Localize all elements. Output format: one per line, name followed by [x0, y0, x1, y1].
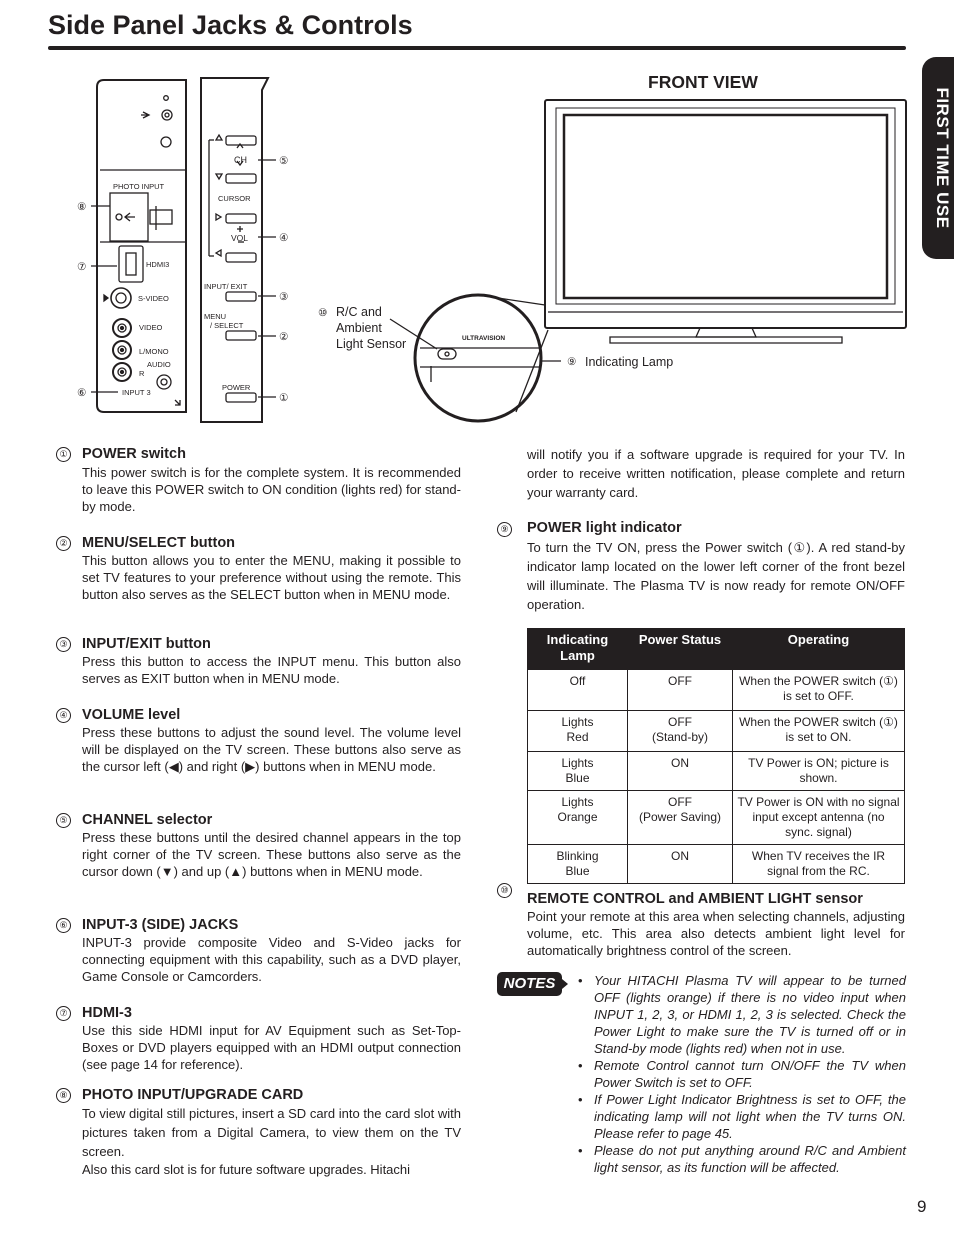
section-body-hdmi3: Use this side HDMI input for AV Equipment such as Set-Top-Boxes or DVD players equipped with an HDMI output connection (see page 14 for reference).: [82, 1023, 461, 1072]
table-cell: Lights Red: [528, 711, 628, 752]
table-cell: OFF (Stand-by): [628, 711, 733, 752]
label-s-video: S-VIDEO: [138, 294, 169, 303]
label-photo-input: PHOTO INPUT: [113, 182, 165, 191]
label-video: VIDEO: [139, 323, 163, 332]
section-number: ④: [56, 708, 71, 723]
continued-text: will notify you if a software upgrade is required for your TV. In order to receive written notification, please complete and return your warranty card.: [527, 447, 905, 500]
label-hdmi3: HDMI3: [146, 260, 170, 269]
section-body-menu-select: This button allows you to enter the MENU, making it possible to set TV features to your preference without using the remote. This button also serves as the SELECT button when in MENU mode.: [82, 553, 461, 602]
page-number: 9: [917, 1197, 927, 1216]
section-number: ⑦: [56, 1006, 71, 1021]
table-cell: Lights Blue: [528, 752, 628, 791]
label-cursor: CURSOR: [218, 194, 251, 203]
section-number: ⑤: [56, 813, 71, 828]
section-body-input-exit: Press this button to access the INPUT menu. This button also serves as EXIT button when in MENU mode.: [82, 654, 461, 686]
section-body-input3: INPUT-3 provide composite Video and S-Video jacks for connecting equipment with this capability, such as a DVD player, Game Console or Camcorders.: [82, 935, 461, 984]
table-cell: TV Power is ON with no signal input except antenna (no sync. signal): [733, 791, 905, 845]
table-cell: When the POWER switch (①) is set to OFF.: [733, 670, 905, 711]
label-ch: CH: [234, 155, 247, 165]
section-number: ⑩: [497, 883, 512, 898]
callout-8: ⑧: [77, 201, 87, 213]
list-item: • Remote Control cannot turn ON/OFF the TV when Power Switch is set to OFF.: [578, 1057, 906, 1091]
section-body-remote-sensor: Point your remote at this area when selecting channels, adjusting volume, etc. This area also detects ambient light level for automatically brightness control of the screen.: [527, 909, 905, 958]
table-cell: OFF: [628, 670, 733, 711]
callout-7: ⑦: [77, 261, 87, 273]
label-input-exit: INPUT/ EXIT: [204, 282, 248, 291]
notes-badge: NOTES: [497, 972, 562, 996]
callout-3: ③: [279, 291, 289, 303]
table-cell: TV Power is ON; picture is shown.: [733, 752, 905, 791]
table-row: [528, 791, 905, 845]
table-header-row: [528, 629, 905, 670]
table-row: [528, 711, 905, 752]
section-title-power-light: POWER light indicator: [527, 520, 682, 536]
callout-5: ⑤: [279, 155, 289, 167]
section-title-input-exit: INPUT/EXIT button: [82, 636, 211, 652]
section-number: ①: [56, 447, 71, 462]
section-number: ③: [56, 637, 71, 652]
callout-1: ①: [279, 392, 289, 404]
callout-9: ⑨: [567, 356, 577, 368]
section-title-photo-input: PHOTO INPUT/UPGRADE CARD: [82, 1087, 304, 1103]
table-row: [528, 845, 905, 884]
indicating-lamp-label: Indicating Lamp: [585, 355, 674, 369]
section-title-power: POWER switch: [82, 446, 186, 462]
front-view-label: FRONT VIEW: [648, 72, 758, 92]
label-power: POWER: [222, 383, 251, 392]
section-title-channel: CHANNEL selector: [82, 812, 213, 828]
list-item: • If Power Light Indicator Brightness is set to OFF, the indicating lamp will not light when the TV turns ON. Please refer to page 45.: [578, 1091, 906, 1142]
section-body-channel: Press these buttons until the desired channel appears in the top right corner of the TV screen. These buttons also serve as the cursor down (▼) and up (▲) buttons when in MENU mode.: [82, 830, 461, 879]
section-body-photo-input-2: Also this card slot is for future software upgrades. Hitachi: [82, 1162, 411, 1177]
table-cell: Lights Orange: [528, 791, 628, 845]
label-audio: AUDIO: [147, 360, 171, 369]
rc-sensor-line-3: Light Sensor: [336, 337, 407, 351]
callout-6: ⑥: [77, 387, 87, 399]
table-cell: Off: [528, 670, 628, 711]
section-body-photo-input: To view digital still pictures, insert a SD card into the card slot with pictures taken from a Digital Camera, to view them on the TV screen.: [82, 1106, 461, 1159]
callout-10: ⑩: [318, 307, 328, 319]
section-title-volume: VOLUME level: [82, 707, 181, 723]
title-rule: [48, 46, 906, 50]
section-title-input3: INPUT-3 (SIDE) JACKS: [82, 917, 239, 933]
section-tab: [922, 57, 954, 259]
section-number: ⑥: [56, 918, 71, 933]
rc-sensor-line-2: Ambient: [336, 321, 382, 335]
table-cell: ON: [628, 752, 733, 791]
section-body-power: This power switch is for the complete system. It is recommended to leave this POWER switch to ON condition (lights red) for stand-by mode.: [82, 465, 461, 514]
section-body-volume: Press these buttons to adjust the sound level. The volume level will be displayed on the TV screen. These buttons also serve as the cursor left (◀) and right (▶) buttons when in MENU mode.: [82, 725, 461, 774]
list-item: • Your HITACHI Plasma TV will appear to be turned OFF (lights orange) if there is no video input when INPUT 1, 2, 3, or HDMI 1, 2, 3 is selected. Check the Power Light to make sure the TV is turned off or in Stand-by mode (lights red) when not in use.: [578, 972, 906, 1057]
table-header: Operating: [733, 629, 905, 670]
label-menu: MENU: [204, 312, 227, 321]
callout-2: ②: [279, 331, 289, 343]
label-select: / SELECT: [210, 321, 244, 330]
section-number: ⑨: [497, 522, 512, 537]
list-item: • Please do not put anything around R/C and Ambient light sensor, as its function will be affected.: [578, 1142, 906, 1176]
section-tab-label: FIRST TIME USE: [933, 87, 952, 229]
table-cell: When the POWER switch (①) is set to ON.: [733, 711, 905, 752]
label-l-mono: L/MONO: [139, 347, 169, 356]
page-title: Side Panel Jacks & Controls: [48, 10, 413, 40]
table-row: [528, 752, 905, 791]
table-cell: ON: [628, 845, 733, 884]
callout-4: ④: [279, 232, 289, 244]
rc-sensor-line-1: R/C and: [336, 305, 382, 319]
label-input3: INPUT 3: [122, 388, 151, 397]
label-ultravision: ULTRAVISION: [462, 335, 506, 342]
section-number: ②: [56, 536, 71, 551]
section-body-power-light: To turn the TV ON, press the Power switch (①). A red stand-by indicator lamp located on the lower left corner of the front bezel will illuminate. The Plasma TV is now ready for remote ON/OFF operation.: [527, 540, 905, 612]
notes-list: [578, 972, 906, 1176]
section-number: ⑧: [56, 1088, 71, 1103]
label-vol: VOL: [231, 233, 249, 243]
table-row: [528, 670, 905, 711]
table-cell: OFF (Power Saving): [628, 791, 733, 845]
table-cell: Blinking Blue: [528, 845, 628, 884]
section-title-remote-sensor: REMOTE CONTROL and AMBIENT LIGHT sensor: [527, 891, 863, 907]
power-status-table: [527, 628, 905, 884]
table-header: Power Status: [628, 629, 733, 670]
table-cell: When TV receives the IR signal from the RC.: [733, 845, 905, 884]
section-title-hdmi3: HDMI-3: [82, 1005, 132, 1021]
label-r: R: [139, 369, 145, 378]
section-title-menu-select: MENU/SELECT button: [82, 535, 236, 551]
side-panel-diagram: [0, 60, 920, 430]
table-header: Indicating Lamp: [528, 629, 628, 670]
